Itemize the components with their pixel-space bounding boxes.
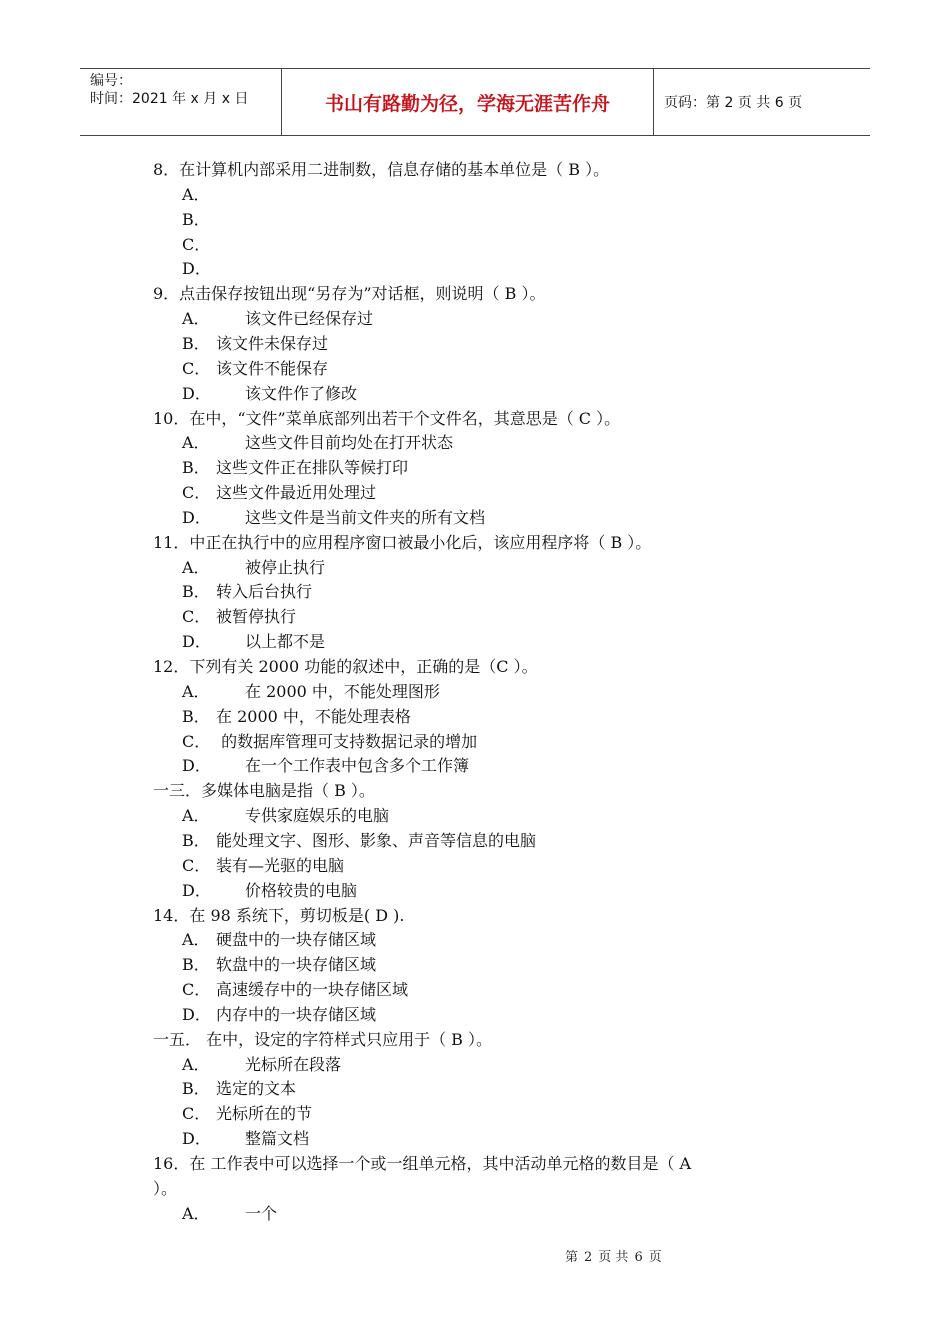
option-label: A． <box>182 184 210 204</box>
option-label: D． <box>182 507 211 527</box>
option-label: A． <box>182 1054 210 1074</box>
answer-option <box>182 506 485 530</box>
option-label: C． <box>182 731 211 751</box>
option-label: B． <box>182 830 210 850</box>
option-text: 被暂停执行 <box>216 607 297 627</box>
option-label: B． <box>182 1079 210 1099</box>
answer-option <box>182 382 357 406</box>
option-label: B． <box>182 333 210 353</box>
question-text: 12．下列有关 2000 功能的叙述中，正确的是（C ）。 <box>153 657 538 676</box>
answer-option <box>182 680 440 704</box>
question-text: 8．在计算机内部采用二进制数，信息存储的基本单位是（ B ）。 <box>153 160 610 179</box>
answer-option <box>182 630 325 654</box>
option-text: 这些文件目前均处在打开状态 <box>245 433 454 453</box>
answer-option <box>182 580 312 604</box>
answer-option <box>182 556 325 580</box>
answer-option <box>182 357 328 381</box>
doc-time-label: 时间：2021 年 x 月 x 日 <box>90 91 249 107</box>
answer-option <box>182 879 357 903</box>
option-label: A． <box>182 930 210 950</box>
question-text: 一三．多媒体电脑是指（ B ）。 <box>153 781 375 801</box>
option-text: 该文件未保存过 <box>216 333 329 353</box>
footer-prefix: 第 <box>565 1250 579 1265</box>
option-text: 该文件已经保存过 <box>245 309 374 329</box>
option-label: C． <box>182 607 211 627</box>
answer-option <box>182 829 536 853</box>
option-text: 能处理文字、图形、影象、声音等信息的电脑 <box>216 830 537 850</box>
answer-option <box>182 928 376 952</box>
option-label: D． <box>182 756 211 776</box>
option-label: C． <box>182 234 211 254</box>
answer-option <box>182 1053 341 1077</box>
answer-option <box>182 481 376 505</box>
answer-option <box>182 1102 312 1126</box>
option-text: 一个 <box>245 1203 278 1223</box>
answer-option <box>182 332 328 356</box>
footer-suffix: 页 <box>648 1250 662 1265</box>
option-text: 该文件作了修改 <box>245 383 358 403</box>
option-text: 软盘中的一块存储区域 <box>216 955 377 975</box>
question-text: 9．点击保存按钮出现“另存为”对话框，则说明（ B ）。 <box>153 284 546 304</box>
option-label: C． <box>182 855 211 875</box>
question-text: 16．在 工作表中可以选择一个或一组单元格，其中活动单元格的数目是（ A <box>153 1154 692 1173</box>
option-label: D． <box>182 632 211 652</box>
answer-option <box>182 208 216 232</box>
option-label: C． <box>182 1104 211 1124</box>
option-label: D． <box>182 1004 211 1024</box>
option-label: B． <box>182 458 210 478</box>
option-label: D． <box>182 383 211 403</box>
answer-option <box>182 605 296 629</box>
header-motto: 书山有路勤为径，学海无涯苦作舟 <box>282 69 654 135</box>
option-label: C． <box>182 483 211 503</box>
option-text: 被停止执行 <box>245 557 326 577</box>
option-text: 高速缓存中的一块存储区域 <box>216 980 409 1000</box>
option-text: 这些文件最近用处理过 <box>216 483 377 503</box>
answer-option <box>182 754 469 778</box>
option-text: 硬盘中的一块存储区域 <box>216 930 377 950</box>
option-text: 光标所在的节 <box>216 1104 313 1124</box>
option-label: A． <box>182 1203 210 1223</box>
option-label: A． <box>182 681 210 701</box>
answer-option <box>182 456 408 480</box>
header-meta <box>80 69 282 135</box>
option-label: D． <box>182 1129 211 1149</box>
option-text: 这些文件正在排队等候打印 <box>216 458 409 478</box>
option-label: D． <box>182 880 211 900</box>
answer-option <box>182 233 216 257</box>
option-text: 在一个工作表中包含多个工作簿 <box>245 756 470 776</box>
answer-option <box>182 804 389 828</box>
doc-number-label: 编号： <box>90 73 132 89</box>
answer-option <box>182 1127 309 1151</box>
page-header <box>80 68 870 136</box>
option-text: 在 2000 中，不能处理图形 <box>245 681 440 701</box>
option-text: 装有—光驱的电脑 <box>216 855 345 875</box>
option-text: 的数据库管理可支持数据记录的增加 <box>216 731 478 751</box>
option-label: D． <box>182 259 211 279</box>
footer-mid: 页 共 <box>598 1250 629 1265</box>
question-text: 11．中正在执行中的应用程序窗口被最小化后，该应用程序将（ B ）。 <box>153 532 652 552</box>
answer-option <box>182 257 216 281</box>
answer-option <box>182 183 216 207</box>
answer-option <box>182 953 376 977</box>
option-text: 选定的文本 <box>216 1079 297 1099</box>
answer-option <box>182 730 477 754</box>
answer-option <box>182 1202 277 1226</box>
question-text: 14．在 98 系统下，剪切板是( D ). <box>153 905 405 925</box>
option-label: A． <box>182 433 210 453</box>
option-text: 专供家庭娱乐的电脑 <box>245 806 390 826</box>
question-text: 10．在中，“文件”菜单底部列出若干个文件名，其意思是（ C ）。 <box>153 408 621 428</box>
option-label: B． <box>182 582 210 602</box>
option-text: 整篇文档 <box>245 1129 310 1149</box>
question-text: ）。 <box>153 1178 178 1198</box>
answer-option <box>182 1003 376 1027</box>
option-label: A． <box>182 309 210 329</box>
option-text: 以上都不是 <box>245 632 326 652</box>
option-text: 该文件不能保存 <box>216 358 329 378</box>
option-text: 转入后台执行 <box>216 582 313 602</box>
footer-page-number: 2 <box>584 1250 593 1265</box>
header-page-info: 页码：第 2 页 共 6 页 <box>664 95 803 111</box>
answer-option <box>182 431 453 455</box>
option-label: A． <box>182 557 210 577</box>
option-label: B． <box>182 706 210 726</box>
option-label: C． <box>182 358 211 378</box>
option-text: 价格较贵的电脑 <box>245 880 358 900</box>
answer-option <box>182 978 408 1002</box>
option-text: 在 2000 中，不能处理表格 <box>216 706 411 726</box>
footer-page-total: 6 <box>634 1250 643 1265</box>
answer-option <box>182 1077 296 1101</box>
option-text: 光标所在段落 <box>245 1054 342 1074</box>
page-footer <box>565 1246 668 1265</box>
option-label: B． <box>182 955 210 975</box>
answer-option <box>182 307 373 331</box>
option-text: 内存中的一块存储区域 <box>216 1004 377 1024</box>
option-text: 这些文件是当前文件夹的所有文档 <box>245 507 486 527</box>
option-label: C． <box>182 980 211 1000</box>
answer-option <box>182 705 411 729</box>
option-label: B． <box>182 209 210 229</box>
question-text: 一五． 在中，设定的字符样式只应用于（ B ）。 <box>153 1029 493 1049</box>
option-label: A． <box>182 806 210 826</box>
answer-option <box>182 854 344 878</box>
